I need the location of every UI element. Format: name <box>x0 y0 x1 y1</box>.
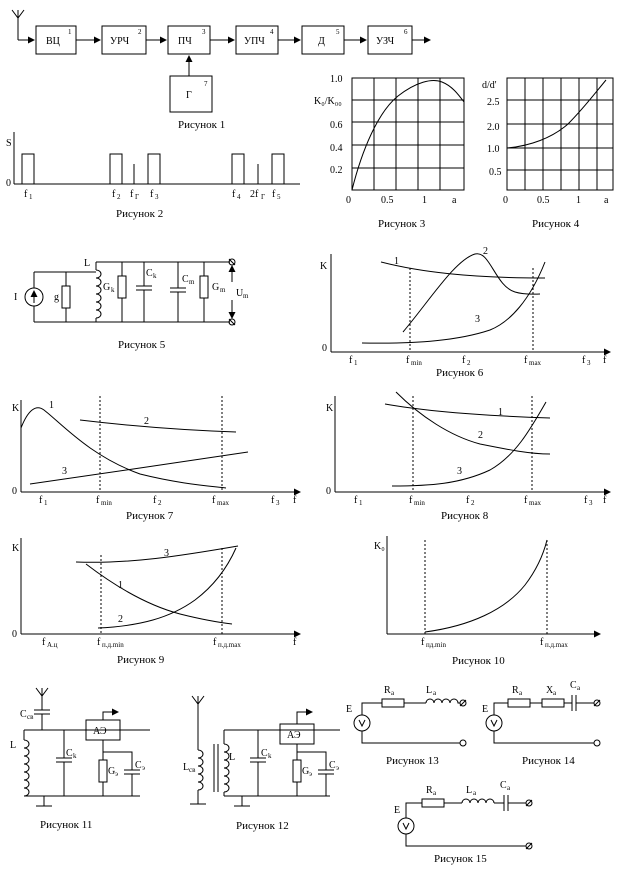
antenna-icon <box>12 10 24 40</box>
svg-text:L: L <box>229 752 236 763</box>
svg-text:G: G <box>302 766 310 777</box>
svg-text:a: a <box>473 789 477 797</box>
figure-6-caption: Рисунок 6 <box>436 367 484 379</box>
svg-text:a: a <box>577 684 581 692</box>
svg-text:L: L <box>466 785 473 796</box>
figure-12-circuit <box>183 696 340 832</box>
svg-text:2: 2 <box>138 28 142 36</box>
svg-text:min: min <box>101 499 112 507</box>
svg-text:0: 0 <box>503 195 508 206</box>
svg-text:2: 2 <box>478 430 483 441</box>
block-vc-label: ВЦ <box>46 36 60 47</box>
figure-13-caption: Рисунок 13 <box>386 755 439 767</box>
svg-text:C: C <box>135 760 142 771</box>
svg-text:C: C <box>500 780 507 791</box>
svg-text:АЭ: АЭ <box>287 730 301 741</box>
figure-3-chart <box>314 74 464 230</box>
svg-text:0: 0 <box>12 629 17 640</box>
svg-text:6: 6 <box>404 28 408 36</box>
figure-7-chart <box>12 396 300 522</box>
svg-text:2: 2 <box>471 499 475 507</box>
svg-text:L: L <box>183 762 190 773</box>
figure-11-caption: Рисунок 11 <box>40 819 93 831</box>
svg-text:f: f <box>272 189 276 200</box>
svg-text:1: 1 <box>44 499 48 507</box>
svg-text:f: f <box>232 189 236 200</box>
svg-text:f: f <box>462 355 466 366</box>
svg-text:Г: Г <box>261 193 266 201</box>
svg-text:C: C <box>261 748 268 759</box>
figure-3-caption: Рисунок 3 <box>378 218 426 230</box>
svg-text:пд.min: пд.min <box>426 641 446 649</box>
svg-text:C: C <box>329 760 336 771</box>
svg-text:св: св <box>189 766 196 774</box>
svg-text:K: K <box>320 261 328 272</box>
svg-text:0: 0 <box>346 195 351 206</box>
figure-7-caption: Рисунок 7 <box>126 510 174 522</box>
svg-text:3: 3 <box>62 466 67 477</box>
figure-11-circuit <box>10 688 150 831</box>
svg-text:2f: 2f <box>250 189 259 200</box>
svg-text:E: E <box>394 805 401 816</box>
block-pch-label: ПЧ <box>178 36 192 47</box>
svg-text:3: 3 <box>589 499 593 507</box>
figure-14-circuit <box>482 680 600 767</box>
figure-5-circuit <box>14 258 249 351</box>
svg-text:0: 0 <box>6 178 11 189</box>
svg-text:f: f <box>421 637 425 648</box>
svg-text:1: 1 <box>118 580 123 591</box>
svg-text:f: f <box>524 355 528 366</box>
svg-text:1: 1 <box>394 256 399 267</box>
svg-text:min: min <box>414 499 425 507</box>
figure-2-spectrum <box>6 132 300 220</box>
inductor-l <box>96 262 230 322</box>
block-uzch-label: УЗЧ <box>376 36 395 47</box>
svg-text:2.0: 2.0 <box>487 122 500 133</box>
svg-text:0.5: 0.5 <box>489 167 502 178</box>
svg-text:1.0: 1.0 <box>330 74 343 85</box>
svg-text:a: a <box>519 689 523 697</box>
antenna-icon <box>36 688 48 706</box>
svg-text:э: э <box>142 764 146 772</box>
svg-text:C: C <box>146 268 153 279</box>
svg-text:C: C <box>66 748 73 759</box>
svg-text:k: k <box>73 752 77 760</box>
svg-text:a: a <box>452 195 457 206</box>
svg-text:4: 4 <box>270 28 274 36</box>
figure-8-caption: Рисунок 8 <box>441 510 489 522</box>
svg-text:св: св <box>27 713 34 721</box>
svg-text:f: f <box>603 495 607 506</box>
block-g-label: Г <box>186 90 192 101</box>
svg-text:G: G <box>103 282 111 293</box>
block-d-label: Д <box>318 36 325 47</box>
svg-text:L: L <box>426 685 433 696</box>
svg-text:d/d': d/d' <box>482 80 497 91</box>
svg-text:a: a <box>553 689 557 697</box>
svg-text:5: 5 <box>336 28 340 36</box>
figure-4-curve <box>507 80 606 148</box>
svg-text:1: 1 <box>576 195 581 206</box>
figure-6-chart <box>320 246 610 379</box>
svg-text:Г: Г <box>135 193 140 201</box>
svg-text:5: 5 <box>277 193 281 201</box>
svg-text:п.д.min: п.д.min <box>102 641 124 649</box>
svg-text:f: f <box>97 637 101 648</box>
figure-13-circuit <box>346 685 466 767</box>
figure-1-block-diagram <box>12 10 430 131</box>
coupling-core <box>214 744 218 792</box>
svg-text:э: э <box>309 770 313 778</box>
svg-text:f: f <box>293 637 297 648</box>
svg-text:A.ц: A.ц <box>47 641 58 649</box>
svg-text:f: f <box>354 495 358 506</box>
svg-text:f: f <box>406 355 410 366</box>
svg-text:0: 0 <box>326 486 331 497</box>
svg-text:S: S <box>6 138 12 149</box>
svg-text:K: K <box>12 403 20 414</box>
svg-text:K: K <box>12 543 20 554</box>
svg-text:K₀/K₀₀: K₀/K₀₀ <box>314 96 342 107</box>
svg-text:K: K <box>326 403 334 414</box>
svg-text:2: 2 <box>483 246 488 257</box>
antenna-icon <box>192 696 204 750</box>
svg-text:k: k <box>268 752 272 760</box>
svg-text:max: max <box>529 499 542 507</box>
source-icon <box>354 715 370 731</box>
svg-text:X: X <box>546 685 554 696</box>
figure-10-chart <box>374 536 600 667</box>
svg-text:1: 1 <box>354 359 358 367</box>
svg-text:R: R <box>384 685 391 696</box>
source-icon <box>398 818 414 834</box>
svg-text:4: 4 <box>237 193 241 201</box>
figure-9-caption: Рисунок 9 <box>117 654 165 666</box>
svg-text:2.5: 2.5 <box>487 97 500 108</box>
svg-text:3: 3 <box>276 499 280 507</box>
figure-8-chart <box>326 392 610 522</box>
svg-text:3: 3 <box>475 314 480 325</box>
svg-text:R: R <box>426 785 433 796</box>
svg-text:f: f <box>212 495 216 506</box>
svg-text:C: C <box>570 680 577 691</box>
svg-text:f: f <box>524 495 528 506</box>
svg-text:max: max <box>529 359 542 367</box>
svg-text:0: 0 <box>12 486 17 497</box>
svg-text:f: f <box>153 495 157 506</box>
svg-text:f: f <box>150 189 154 200</box>
figure-4-caption: Рисунок 4 <box>532 218 580 230</box>
svg-text:a: a <box>391 689 395 697</box>
svg-text:АЭ: АЭ <box>93 726 107 737</box>
svg-text:f: f <box>213 637 217 648</box>
figure-12-caption: Рисунок 12 <box>236 820 289 832</box>
svg-text:f: f <box>603 355 607 366</box>
svg-text:f: f <box>466 495 470 506</box>
svg-text:f: f <box>130 189 134 200</box>
svg-text:3: 3 <box>202 28 206 36</box>
figure-10-caption: Рисунок 10 <box>452 655 505 667</box>
figure-9-chart <box>12 538 300 666</box>
svg-text:max: max <box>217 499 230 507</box>
svg-text:3: 3 <box>155 193 159 201</box>
svg-text:a: a <box>507 784 511 792</box>
svg-text:m: m <box>189 278 195 286</box>
svg-text:f: f <box>582 355 586 366</box>
svg-text:2: 2 <box>117 193 121 201</box>
svg-text:E: E <box>482 704 489 715</box>
svg-text:f: f <box>39 495 43 506</box>
svg-text:2: 2 <box>144 416 149 427</box>
svg-text:a: a <box>433 689 437 697</box>
svg-text:f: f <box>409 495 413 506</box>
svg-text:3: 3 <box>587 359 591 367</box>
svg-text:7: 7 <box>204 80 208 88</box>
svg-text:0.4: 0.4 <box>330 143 343 154</box>
svg-text:1: 1 <box>68 28 72 36</box>
svg-text:L: L <box>10 740 17 751</box>
svg-text:f: f <box>540 637 544 648</box>
svg-text:п.д.max: п.д.max <box>545 641 568 649</box>
figure-15-circuit <box>394 780 532 865</box>
svg-text:L: L <box>84 258 91 269</box>
figure-15-caption: Рисунок 15 <box>434 853 487 865</box>
figure-4-chart <box>482 78 613 230</box>
svg-text:f: f <box>293 495 297 506</box>
svg-text:1.0: 1.0 <box>487 144 500 155</box>
svg-text:0.2: 0.2 <box>330 165 343 176</box>
svg-text:G: G <box>108 766 116 777</box>
svg-text:3: 3 <box>164 548 169 559</box>
block-upch-label: УПЧ <box>244 36 265 47</box>
svg-text:f: f <box>271 495 275 506</box>
svg-text:1: 1 <box>498 407 503 418</box>
figure-3-curve <box>352 81 464 190</box>
svg-text:0.6: 0.6 <box>330 120 343 131</box>
svg-text:min: min <box>411 359 422 367</box>
svg-text:g: g <box>54 292 59 303</box>
svg-text:п.д.max: п.д.max <box>218 641 241 649</box>
svg-text:0.5: 0.5 <box>537 195 550 206</box>
svg-text:э: э <box>336 764 340 772</box>
svg-text:2: 2 <box>118 614 123 625</box>
svg-text:k: k <box>111 286 115 294</box>
svg-text:C: C <box>182 274 189 285</box>
svg-text:1: 1 <box>49 400 54 411</box>
source-icon <box>486 715 502 731</box>
svg-text:G: G <box>212 282 220 293</box>
svg-text:f: f <box>349 355 353 366</box>
svg-text:1: 1 <box>359 499 363 507</box>
svg-text:E: E <box>346 704 353 715</box>
svg-text:2: 2 <box>467 359 471 367</box>
block-urch-label: УРЧ <box>110 36 130 47</box>
figure-14-caption: Рисунок 14 <box>522 755 575 767</box>
svg-text:R: R <box>512 685 519 696</box>
svg-text:m: m <box>243 292 249 300</box>
svg-text:3: 3 <box>457 466 462 477</box>
svg-text:f: f <box>112 189 116 200</box>
svg-text:2: 2 <box>158 499 162 507</box>
figure-2-caption: Рисунок 2 <box>116 208 164 220</box>
svg-text:I: I <box>14 292 18 303</box>
svg-text:f: f <box>42 637 46 648</box>
svg-text:k: k <box>153 272 157 280</box>
svg-text:m: m <box>220 286 226 294</box>
figure-5-caption: Рисунок 5 <box>118 339 166 351</box>
svg-text:U: U <box>236 288 244 299</box>
svg-text:f: f <box>96 495 100 506</box>
svg-text:a: a <box>433 789 437 797</box>
svg-text:э: э <box>115 770 119 778</box>
figure-1-caption: Рисунок 1 <box>178 119 226 131</box>
svg-text:f: f <box>24 189 28 200</box>
svg-text:1: 1 <box>422 195 427 206</box>
svg-text:0.5: 0.5 <box>381 195 394 206</box>
svg-text:f: f <box>584 495 588 506</box>
svg-text:K₀: K₀ <box>374 541 385 552</box>
svg-text:C: C <box>20 709 27 720</box>
svg-text:a: a <box>604 195 609 206</box>
svg-text:1: 1 <box>29 193 33 201</box>
svg-text:0: 0 <box>322 343 327 354</box>
